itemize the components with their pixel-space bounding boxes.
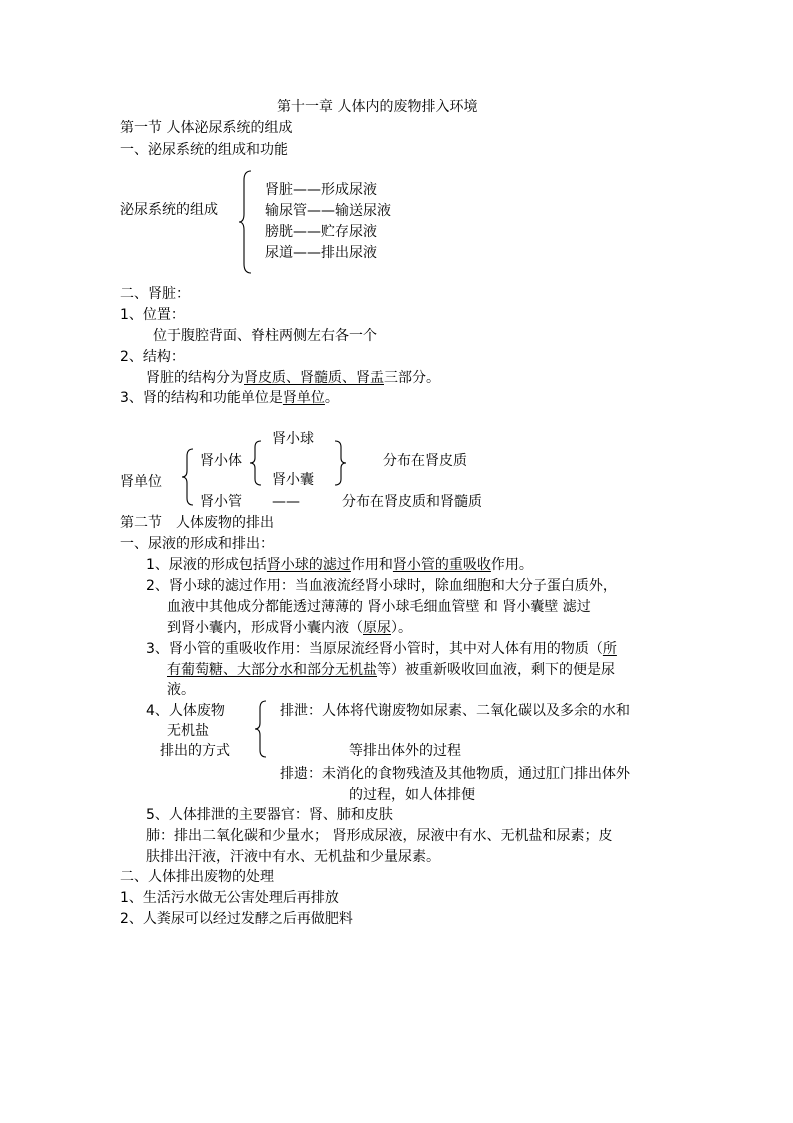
position-label: 1、位置： (120, 307, 185, 323)
disposal-item: 1、生活污水做无公害处理后再排放 (120, 890, 339, 906)
paragraph-1: 1、尿液的形成包括肾小球的滤过作用和肾小管的重吸收作用。 (146, 557, 533, 573)
paragraph-6-line: 肺：排出二氧化碳和少量水； 肾形成尿液，尿液中有水、无机盐和尿素；皮 (146, 828, 613, 844)
paragraph-2-line: 血液中其他成分都能透过薄薄的 肾小球毛细血管壁 和 肾小囊壁 滤过 (167, 599, 591, 615)
tubule-label: 肾小管 (200, 494, 242, 510)
urinary-item: 输尿管——输送尿液 (265, 203, 391, 219)
excretion-line: 排泄：人体将代谢废物如尿素、二氧化碳以及多余的水和 (280, 703, 630, 719)
section2-sub2: 二、人体排出废物的处理 (120, 869, 274, 885)
corpuscle-location: 分布在肾皮质 (383, 453, 467, 469)
paragraph-2-line: 到肾小囊内，形成肾小囊内液（原尿）。 (167, 620, 412, 636)
page-title: 第十一章 人体内的废物排入环境 (277, 99, 478, 115)
section1-sub1: 一、泌尿系统的组成和功能 (120, 142, 288, 158)
paragraph-3-line: 3、肾小管的重吸收作用：当原尿流经肾小管时，其中对人体有用的物质（所 (146, 641, 617, 657)
structure-text: 肾脏的结构分为肾皮质、肾髓质、肾盂三部分。 (146, 370, 440, 386)
glomerulus-label: 肾小球 (272, 431, 314, 447)
capsule-label: 肾小囊 (272, 472, 314, 488)
urinary-item: 肾脏——形成尿液 (265, 182, 377, 198)
structure-label: 2、结构： (120, 349, 185, 365)
tubule-dash: —— (272, 494, 300, 510)
paragraph-5: 5、人体排泄的主要器官：肾、肺和皮肤 (146, 807, 393, 823)
unit-text: 3、肾的结构和功能单位是肾单位。 (120, 390, 339, 406)
tubule-location: 分布在肾皮质和肾髓质 (342, 494, 482, 510)
urinary-label: 泌尿系统的组成 (120, 202, 218, 218)
urinary-brace (238, 170, 254, 275)
egestion-line: 的过程，如人体排便 (349, 787, 475, 803)
nephron-label: 肾单位 (120, 474, 162, 490)
urinary-item: 膀胱——贮存尿液 (265, 224, 377, 240)
urinary-item: 尿道——排出尿液 (265, 245, 377, 261)
section1-heading: 第一节 人体泌尿系统的组成 (120, 120, 293, 136)
corpuscle-label: 肾小体 (200, 453, 242, 469)
disposal-item: 2、人粪尿可以经过发酵之后再做肥料 (120, 911, 353, 927)
waste-left-1: 4、人体废物 (146, 703, 225, 719)
egestion-line: 排遗：未消化的食物残渣及其他物质，通过肛门排出体外 (280, 766, 630, 782)
paragraph-6-line: 肤排出汗液，汗液中有水、无机盐和少量尿素。 (146, 849, 440, 865)
paragraph-3-line: 有葡萄糖、大部分水和部分无机盐等）被重新吸收回血液，剩下的便是尿 (167, 662, 615, 678)
excretion-line: 等排出体外的过程 (349, 743, 461, 759)
corpuscle-brace-right (334, 440, 348, 488)
paragraph-3-line: 液。 (167, 682, 195, 698)
corpuscle-brace (249, 440, 263, 488)
position-text: 位于腹腔背面、脊柱两侧左右各一个 (153, 328, 377, 344)
section1-sub2: 二、肾脏： (120, 286, 190, 302)
waste-brace (254, 700, 268, 760)
nephron-brace (181, 448, 195, 508)
waste-left-2: 无机盐 (167, 723, 209, 739)
waste-left-3: 排出的方式 (160, 743, 230, 759)
section2-heading: 第二节 人体废物的排出 (120, 515, 274, 531)
section2-sub1: 一、尿液的形成和排出： (120, 536, 274, 552)
paragraph-2-line: 2、肾小球的滤过作用：当血液流经肾小球时，除血细胞和大分子蛋白质外， (146, 578, 617, 594)
